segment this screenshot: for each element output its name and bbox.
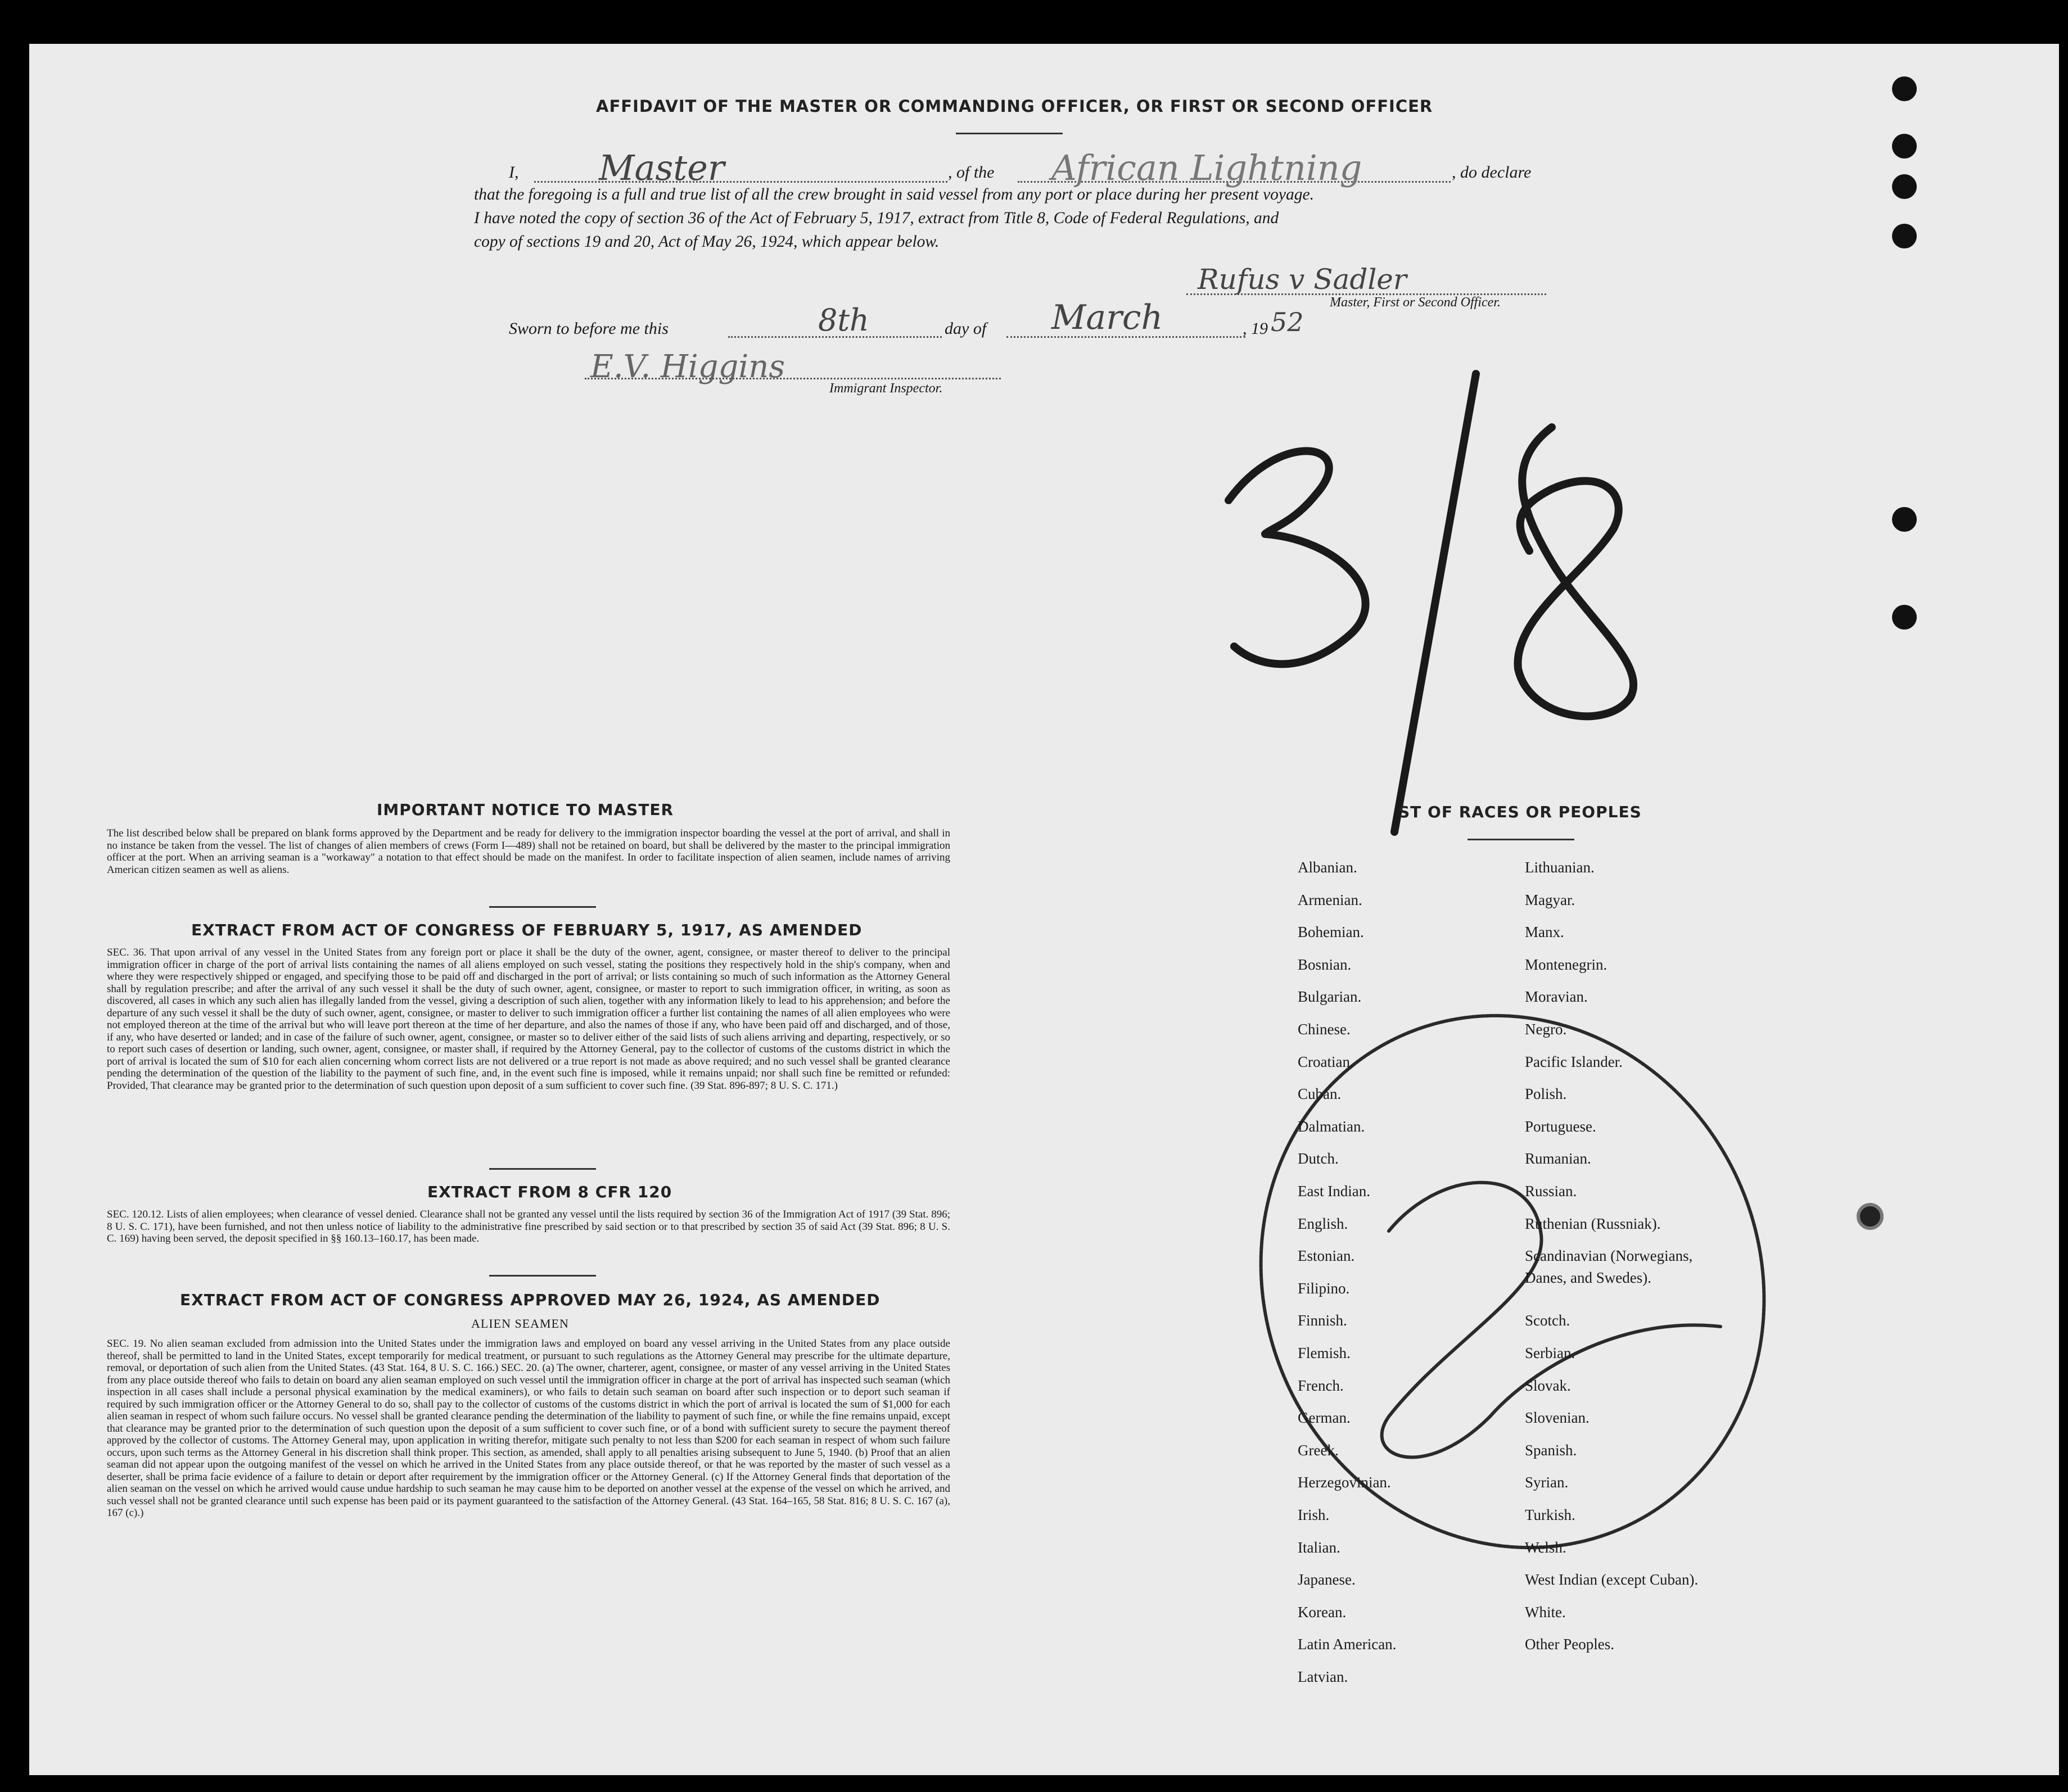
dotted-line (534, 181, 947, 183)
dotted-line (585, 378, 1001, 379)
handwritten-month: March (1051, 298, 1163, 337)
handwritten-day: 8th (818, 302, 869, 338)
race-item: Cuban. (1298, 1085, 1342, 1103)
affidavit-declare: , do declare (1452, 163, 1532, 182)
race-item: Turkish. (1525, 1506, 1575, 1523)
binder-hole (1892, 224, 1917, 248)
handwritten-title: Master (599, 147, 725, 188)
races-heading: ST OF RACES OR PEOPLES (1398, 803, 1642, 821)
race-item: Japanese. (1298, 1571, 1356, 1589)
race-item: Scandinavian (Norwegians, (1525, 1247, 1693, 1265)
race-item: Manx. (1525, 924, 1564, 941)
races-rule (1468, 839, 1574, 840)
race-item: Albanian. (1298, 859, 1357, 876)
binder-hole (1892, 174, 1917, 199)
extractcfr-body: SEC. 120.12. Lists of alien employees; when clearance of vessel denied. Clearance shall not be granted any vessel until the lists required by section 36 of the Immigration Act of 1917 (39 Stat. 896; 8 U. S. C. 171), have been furnished, and not then unless notice of liability to the administrative fine prescribed by said section or to that prescribed by section 35 of said Act (39 Stat. 896; 8 U. S. C. 169) having been served, the deposit specified in §§ 160.13–160.17, has been made. (107, 1209, 950, 1245)
extract1924-heading: EXTRACT FROM ACT OF CONGRESS APPROVED MAY 26, 1924, AS AMENDED (180, 1291, 881, 1309)
section-rule (489, 906, 596, 908)
race-item: Ruthenian (Russniak). (1525, 1215, 1661, 1232)
binder-hole (1892, 605, 1917, 630)
race-item: West Indian (except Cuban). (1525, 1571, 1699, 1589)
binder-hole (1857, 1203, 1884, 1230)
race-item: Chinese. (1298, 1021, 1351, 1038)
binder-hole (1892, 134, 1917, 159)
section-rule (489, 1168, 596, 1170)
race-item: Bohemian. (1298, 924, 1364, 941)
affidavit-heading: AFFIDAVIT OF THE MASTER OR COMMANDING OFFICER, OR FIRST OR SECOND OFFICER (596, 97, 1433, 116)
extract1917-heading: EXTRACT FROM ACT OF CONGRESS OF FEBRUARY 5, 1917, AS AMENDED (191, 921, 863, 939)
race-item: Lithuanian. (1525, 859, 1595, 876)
race-item: Russian. (1525, 1183, 1577, 1200)
race-item: Dalmatian. (1298, 1117, 1365, 1135)
race-item: Montenegrin. (1525, 956, 1608, 973)
race-item: Armenian. (1298, 891, 1362, 908)
race-item: Polish. (1525, 1085, 1567, 1103)
race-item: English. (1298, 1215, 1348, 1232)
race-item: Moravian. (1525, 988, 1588, 1006)
race-item: Flemish. (1298, 1345, 1351, 1361)
race-item: Welsh. (1525, 1538, 1566, 1556)
race-item: Spanish. (1525, 1441, 1577, 1459)
affidavit-line3: I have noted the copy of section 36 of the Act of February 5, 1917, extract from Title 8, Code of Federal Regulations, and (474, 209, 1279, 227)
notice-heading: IMPORTANT NOTICE TO MASTER (377, 800, 674, 819)
heading-rule (956, 133, 1063, 134)
inspector-signature: E.V. Higgins (590, 349, 785, 385)
race-item: Slovak. (1525, 1377, 1571, 1394)
race-item: East Indian. (1298, 1183, 1370, 1200)
race-item: Syrian. (1525, 1474, 1569, 1491)
day-of-label: day of (945, 319, 987, 338)
race-item: Korean. (1298, 1603, 1347, 1621)
race-item: Filipino. (1298, 1279, 1350, 1297)
notice-body: The list described below shall be prepared on blank forms approved by the Department and be ready for delivery to the immigration inspector boarding the vessel at the port of arrival, and shall in no instance be taken from the vessel. The list of changes of alien members of crews (Form I—489) shall not be retained on board, but shall be delivered by the master to the principal immigration officer at the port. When an arriving seaman is a "workaway" a notation to that effect should be made on the manifest. In order to facilitate inspection of alien seamen, include names of arriving American citizen seamen as well as aliens. (107, 827, 950, 876)
race-item: Latvian. (1298, 1668, 1348, 1685)
race-item: Pacific Islander. (1525, 1053, 1623, 1070)
officer-signature: Rufus v Sadler (1198, 263, 1407, 296)
year-prefix: , 19 (1243, 319, 1268, 338)
extract1924-subheading: ALIEN SEAMEN (471, 1316, 569, 1331)
race-item: Dutch. (1298, 1150, 1339, 1167)
race-item: Bosnian. (1298, 956, 1352, 973)
race-item: Serbian. (1525, 1345, 1575, 1361)
race-item: Estonian. (1298, 1247, 1355, 1265)
sworn-label: Sworn to before me this (509, 319, 669, 338)
race-item: Bulgarian. (1298, 988, 1362, 1006)
affidavit-of-the: , of the (948, 163, 995, 182)
affidavit-line2: that the foregoing is a full and true list of all the crew brought in said vessel from any port or place during her present voyage. (474, 185, 1314, 203)
race-item: Scotch. (1525, 1312, 1570, 1329)
race-item: Magyar. (1525, 891, 1575, 908)
affidavit-line4: copy of sections 19 and 20, Act of May 26, 1924, which appear below. (474, 233, 940, 251)
race-item: Latin American. (1298, 1636, 1397, 1653)
handwritten-year: 52 (1271, 307, 1304, 337)
inspector-caption: Immigrant Inspector. (829, 381, 943, 396)
extract1917-body: SEC. 36. That upon arrival of any vessel in the United States from any foreign port or place it shall be the duty of the owner, agent, consignee, or master thereof to deliver to the principal immigration officer in charge of the port of arrival lists containing the names of all aliens employed on such vessel, stating the positions they respectively hold in the ship's company, when and where they were respectively shipped or engaged, and specifying those to be paid off and discharged in the port of arrival; or lists containing so much of such information as the Attorney General shall by regulation prescribe; and after the arrival of any such vessel it shall be the duty of such owner, agent, consignee, or master to report to such immigration officer, in writing, as soon as discovered, all cases in which any such alien has illegally landed from the vessel, giving a description of such alien, together with any information likely to lead to his apprehension; and before the departure of any such vessel it shall be the duty of such owner, agent, consignee, or master to deliver to such immigration officer a further list containing the names of all alien employees who were not employed thereon at the time of the arrival but who will leave port thereon at the time of her departure, and also the names of those if any, who have been paid off and discharged, and of those, if any, who have deserted or landed; and in case of the failure of such owner, agent, consignee, or master so to deliver either of the said lists of such aliens arriving and departing, respectively, or so to report such cases of desertion or landing, such owner, agent, consignee, or master shall, if required by the Attorney General, pay to the collector of customs of the customs district in which the port of arrival is located the sum of $10 for each alien concerning whom correct lists are not delivered or a true report is not made as above required; and no such vessel shall be granted clearance pending the determination of the question of the liability to the payment of such fine, and, in the event such fine is imposed, while it remains unpaid; nor shall such fine be remitted or refunded: Provided, That clearance may be granted prior to the determination of such question upon deposit of a sum sufficient to cover such fine. (39 Stat. 896-897; 8 U. S. C. 171.) (107, 947, 950, 1092)
section-rule (489, 1275, 596, 1277)
race-item: Slovenian. (1525, 1409, 1590, 1427)
race-item: French. (1298, 1377, 1344, 1394)
race-item: German. (1298, 1409, 1351, 1427)
race-item: Italian. (1298, 1538, 1340, 1556)
race-item: Irish. (1298, 1506, 1330, 1523)
race-item: Portuguese. (1525, 1117, 1596, 1135)
race-item: White. (1525, 1603, 1566, 1621)
affidavit-i: I, (509, 163, 519, 182)
race-item: Negro. (1525, 1021, 1567, 1038)
race-item: Rumanian. (1525, 1150, 1591, 1167)
race-item: Other Peoples. (1525, 1636, 1614, 1653)
race-scandinavian-cont: Danes, and Swedes). (1525, 1269, 1651, 1286)
handwritten-vessel: African Lightning (1051, 147, 1362, 188)
officer-caption: Master, First or Second Officer. (1330, 295, 1501, 310)
extractcfr-heading: EXTRACT FROM 8 CFR 120 (427, 1183, 672, 1201)
extract1924-body: SEC. 19. No alien seaman excluded from admission into the United States under the immigration laws and employed on board any vessel arriving in the United States from any place outside thereof, shall be permitted to land in the United States, except temporarily for medical treatment, or pursuant to such regulations as the Attorney General may prescribe for the ultimate departure, removal, or deportation of such alien from the United States. (43 Stat. 164, 8 U. S. C. 166.) SEC. 20. (a) The owner, charterer, agent, consignee, or master of any vessel arriving in the United States from any place outside thereof who fails to detain on board any alien seaman employed on such vessel until the immigration officer in charge at the port of arrival has inspected such seaman (which inspection in all cases shall include a personal physical examination by the medical examiners), or who fails to detain such seaman on board after such inspection or to deport such seaman if required by such immigration officer or the Attorney General to do so, shall pay to the collector of customs of the customs district in which the port of arrival is located the sum of $1,000 for each alien seaman in respect of whom such failure occurs. No vessel shall be granted clearance pending the determination of the liability to payment of such fine, or while the fine remains unpaid, except that clearance may be granted prior to the determination of such question upon the deposit of a sum sufficient to cover such fine, or of a bond with sufficient surety to secure the payment thereof approved by the collector of customs. The Attorney General may, upon application in writing therefor, mitigate such penalty to not less than $200 for each seaman in respect of whom such failure occurs, upon such terms as the Attorney General in his discretion shall think proper. This section, as amended, shall apply to all penalties arising subsequent to June 5, 1940. (b) Proof that an alien seaman did not appear upon the outgoing manifest of the vessel on which he arrived in the United States from any place outside thereof, or that he was reported by the master of such vessel as a deserter, shall be prima facie evidence of a failure to detain or deport after requirement by the immigration officer or the Attorney General. (c) If the Attorney General finds that deportation of the alien seaman on the vessel on which he arrived would cause undue hardship to such seaman he may cause him to be deported on another vessel at the expense of the vessel on which he arrived, and such vessel shall not be granted clearance until such expense has been paid or its payment guaranteed to the satisfaction of the Attorney General. (43 Stat. 164–165, 58 Stat. 816; 8 U. S. C. 167 (a), 167 (c).) (107, 1338, 950, 1519)
binder-hole (1892, 76, 1917, 101)
race-item: Finnish. (1298, 1312, 1347, 1329)
binder-hole (1892, 507, 1917, 532)
race-item: Herzegovinian. (1298, 1474, 1391, 1491)
race-item: Croatian. (1298, 1053, 1354, 1070)
race-item: Greek. (1298, 1441, 1339, 1459)
